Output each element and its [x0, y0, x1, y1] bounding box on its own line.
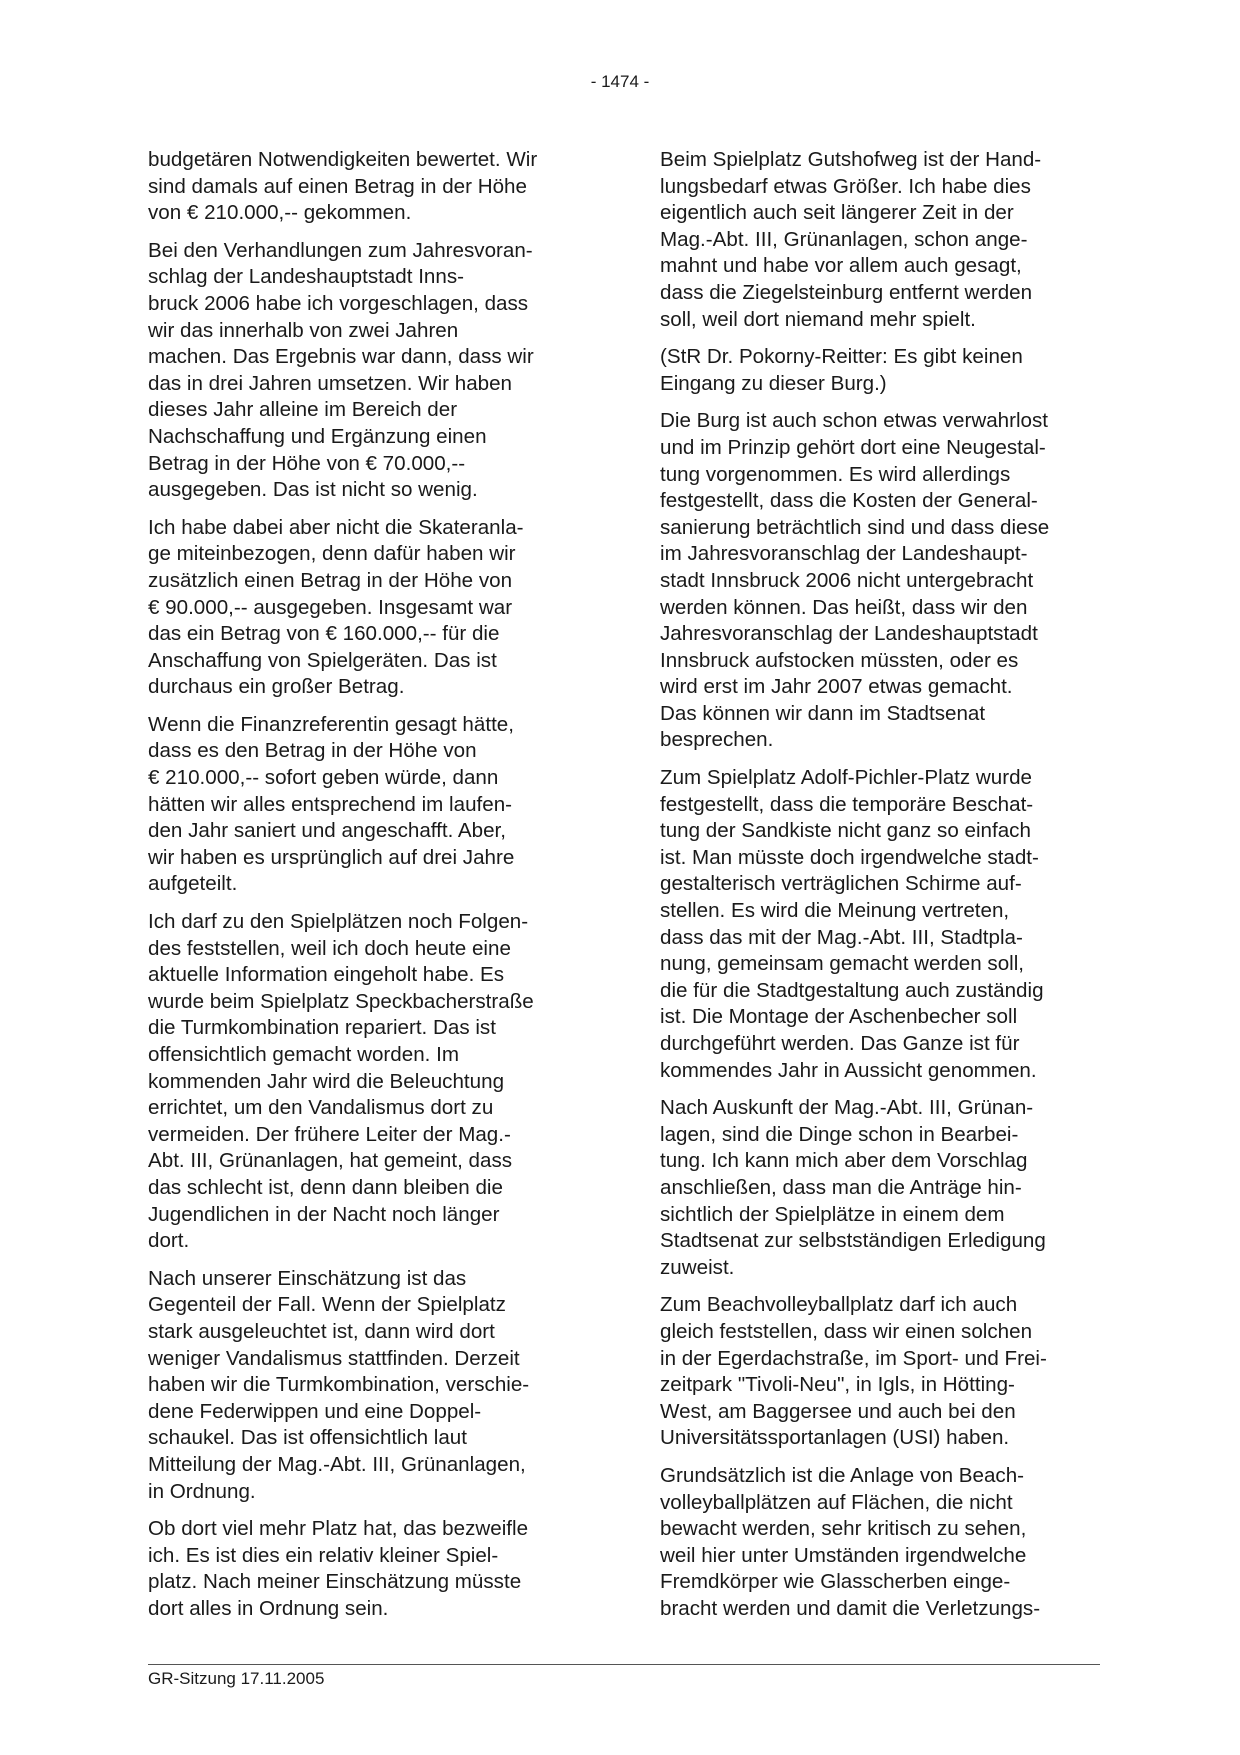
paragraph: Ich habe dabei aber nicht die Skateranla- ge miteinbezogen, denn dafür haben wir zusätzlich einen Betrag in der Höhe von € 90.000,-- ausgegeben. Insgesamt war das ein Betrag von € 160.000,-- für die Anschaffung von Spielgeräten. Das ist durchaus ein großer Betrag.	[148, 515, 524, 699]
paragraph: Nach unserer Einschätzung ist das Gegenteil der Fall. Wenn der Spielplatz stark ausgeleuchtet ist, dann wird dort weniger Vandalismus stattfinden. Derzeit haben wir die Turmkombination, verschie- dene Federwippen und eine Doppel- schaukel. Das ist offensichtlich laut Mitteilung der Mag.-Abt. III, Grünanlagen, in Ordnung.	[148, 1266, 530, 1503]
page-number: - 1474 -	[590, 72, 650, 91]
left-column	[148, 147, 596, 1633]
interjection: (StR Dr. Pokorny-Reitter: Es gibt keinen Eingang zu dieser Burg.)	[660, 345, 1023, 395]
paragraph: Grundsätzlich ist die Anlage von Beach- volleyballplätzen auf Flächen, die nicht bewacht werden, sehr kritisch zu sehen, weil hier unter Umständen irgendwelche Fremdkörper wie Glasscherben einge- bracht werden und damit die Verletzungs-	[660, 1463, 1041, 1620]
right-column	[660, 147, 1110, 1633]
paragraph: Die Burg ist auch schon etwas verwahrlost und im Prinzip gehört dort eine Neugestal- tung vorgenommen. Es wird allerdings festgestellt, dass die Kosten der General- sanierung beträchtlich sind und dass diese im Jahresvoranschlag der Landeshaupt- stadt Innsbruck 2006 nicht untergebracht werden können. Das heißt, dass wir den Jahresvoranschlag der Landeshauptstadt Innsbruck aufstocken müssten, oder es wird erst im Jahr 2007 etwas gemacht. Das können wir dann im Stadtsenat besprechen.	[660, 409, 1050, 752]
paragraph: budgetären Notwendigkeiten bewertet. Wir sind damals auf einen Betrag in der Höhe von € 210.000,-- gekommen.	[148, 148, 538, 225]
paragraph: Nach Auskunft der Mag.-Abt. III, Grünan- lagen, sind die Dinge schon in Bearbei- tung. Ich kann mich aber dem Vorschlag anschließen, dass man die Anträge hin- sichtlich der Spielplätze in einem dem Stadtsenat zur selbstständigen Erledigung zuweist.	[660, 1096, 1046, 1279]
paragraph: Zum Beachvolleyballplatz darf ich auch gleich feststellen, dass wir einen solchen in der Egerdachstraße, im Sport- und Frei- zeitpark "Tivoli-Neu", in Igls, in Hötting- West, am Baggersee und auch bei den Universitätssportanlagen (USI) haben.	[660, 1293, 1047, 1450]
paragraph: Beim Spielplatz Gutshofweg ist der Hand- lungsbedarf etwas Größer. Ich habe dies eigentlich auch seit längerer Zeit in der Mag.-Abt. III, Grünanlagen, schon ange- mahnt und habe vor allem auch gesagt, dass die Ziegelsteinburg entfernt werden soll, weil dort niemand mehr spielt.	[660, 148, 1042, 331]
paragraph: Ob dort viel mehr Platz hat, das bezweifle ich. Es ist dies ein relativ kleiner Spiel- platz. Nach meiner Einschätzung müsste dort alles in Ordnung sein.	[148, 1517, 529, 1620]
paragraph: Bei den Verhandlungen zum Jahresvoran- schlag der Landeshauptstadt Inns- bruck 2006 habe ich vorgeschlagen, dass wir das innerhalb von zwei Jahren machen. Das Ergebnis war dann, dass wir das in drei Jahren umsetzen. Wir haben dieses Jahr alleine im Bereich der Nachschaffung und Ergänzung einen Betrag in der Höhe von € 70.000,-- ausgegeben. Das ist nicht so wenig.	[148, 238, 534, 502]
footer-divider	[148, 1664, 1100, 1665]
paragraph: Wenn die Finanzreferentin gesagt hätte, dass es den Betrag in der Höhe von € 210.000,-- sofort geben würde, dann hätten wir alles entsprechend im laufen- den Jahr saniert und angeschafft. Aber, wir haben es ursprünglich auf drei Jahre aufgeteilt.	[148, 712, 515, 896]
paragraph: Ich darf zu den Spielplätzen noch Folgen- des feststellen, weil ich doch heute eine aktuelle Information eingeholt habe. Es wurde beim Spielplatz Speckbacherstraße die Turmkombination repariert. Das ist offensichtlich gemacht worden. Im kommenden Jahr wird die Beleuchtung errichtet, um den Vandalismus dort zu vermeiden. Der frühere Leiter der Mag.- Abt. III, Grünanlagen, hat gemeint, dass das schlecht ist, denn dann bleiben die Jugendlichen in der Nacht noch länger dort.	[148, 910, 534, 1253]
paragraph: Zum Spielplatz Adolf-Pichler-Platz wurde festgestellt, dass die temporäre Beschat- tung der Sandkiste nicht ganz so einfach ist. Man müsste doch irgendwelche stadt- gestalterisch verträglichen Schirme auf- stellen. Es wird die Meinung vertreten, dass das mit der Mag.-Abt. III, Stadtpla- nung, gemeinsam gemacht werden soll, die für die Stadtgestaltung auch zuständig ist. Die Montage der Aschenbecher soll durchgeführt werden. Das Ganze ist für kommendes Jahr in Aussicht genommen.	[660, 766, 1044, 1082]
footer-session-label: GR-Sitzung 17.11.2005	[148, 1669, 325, 1688]
